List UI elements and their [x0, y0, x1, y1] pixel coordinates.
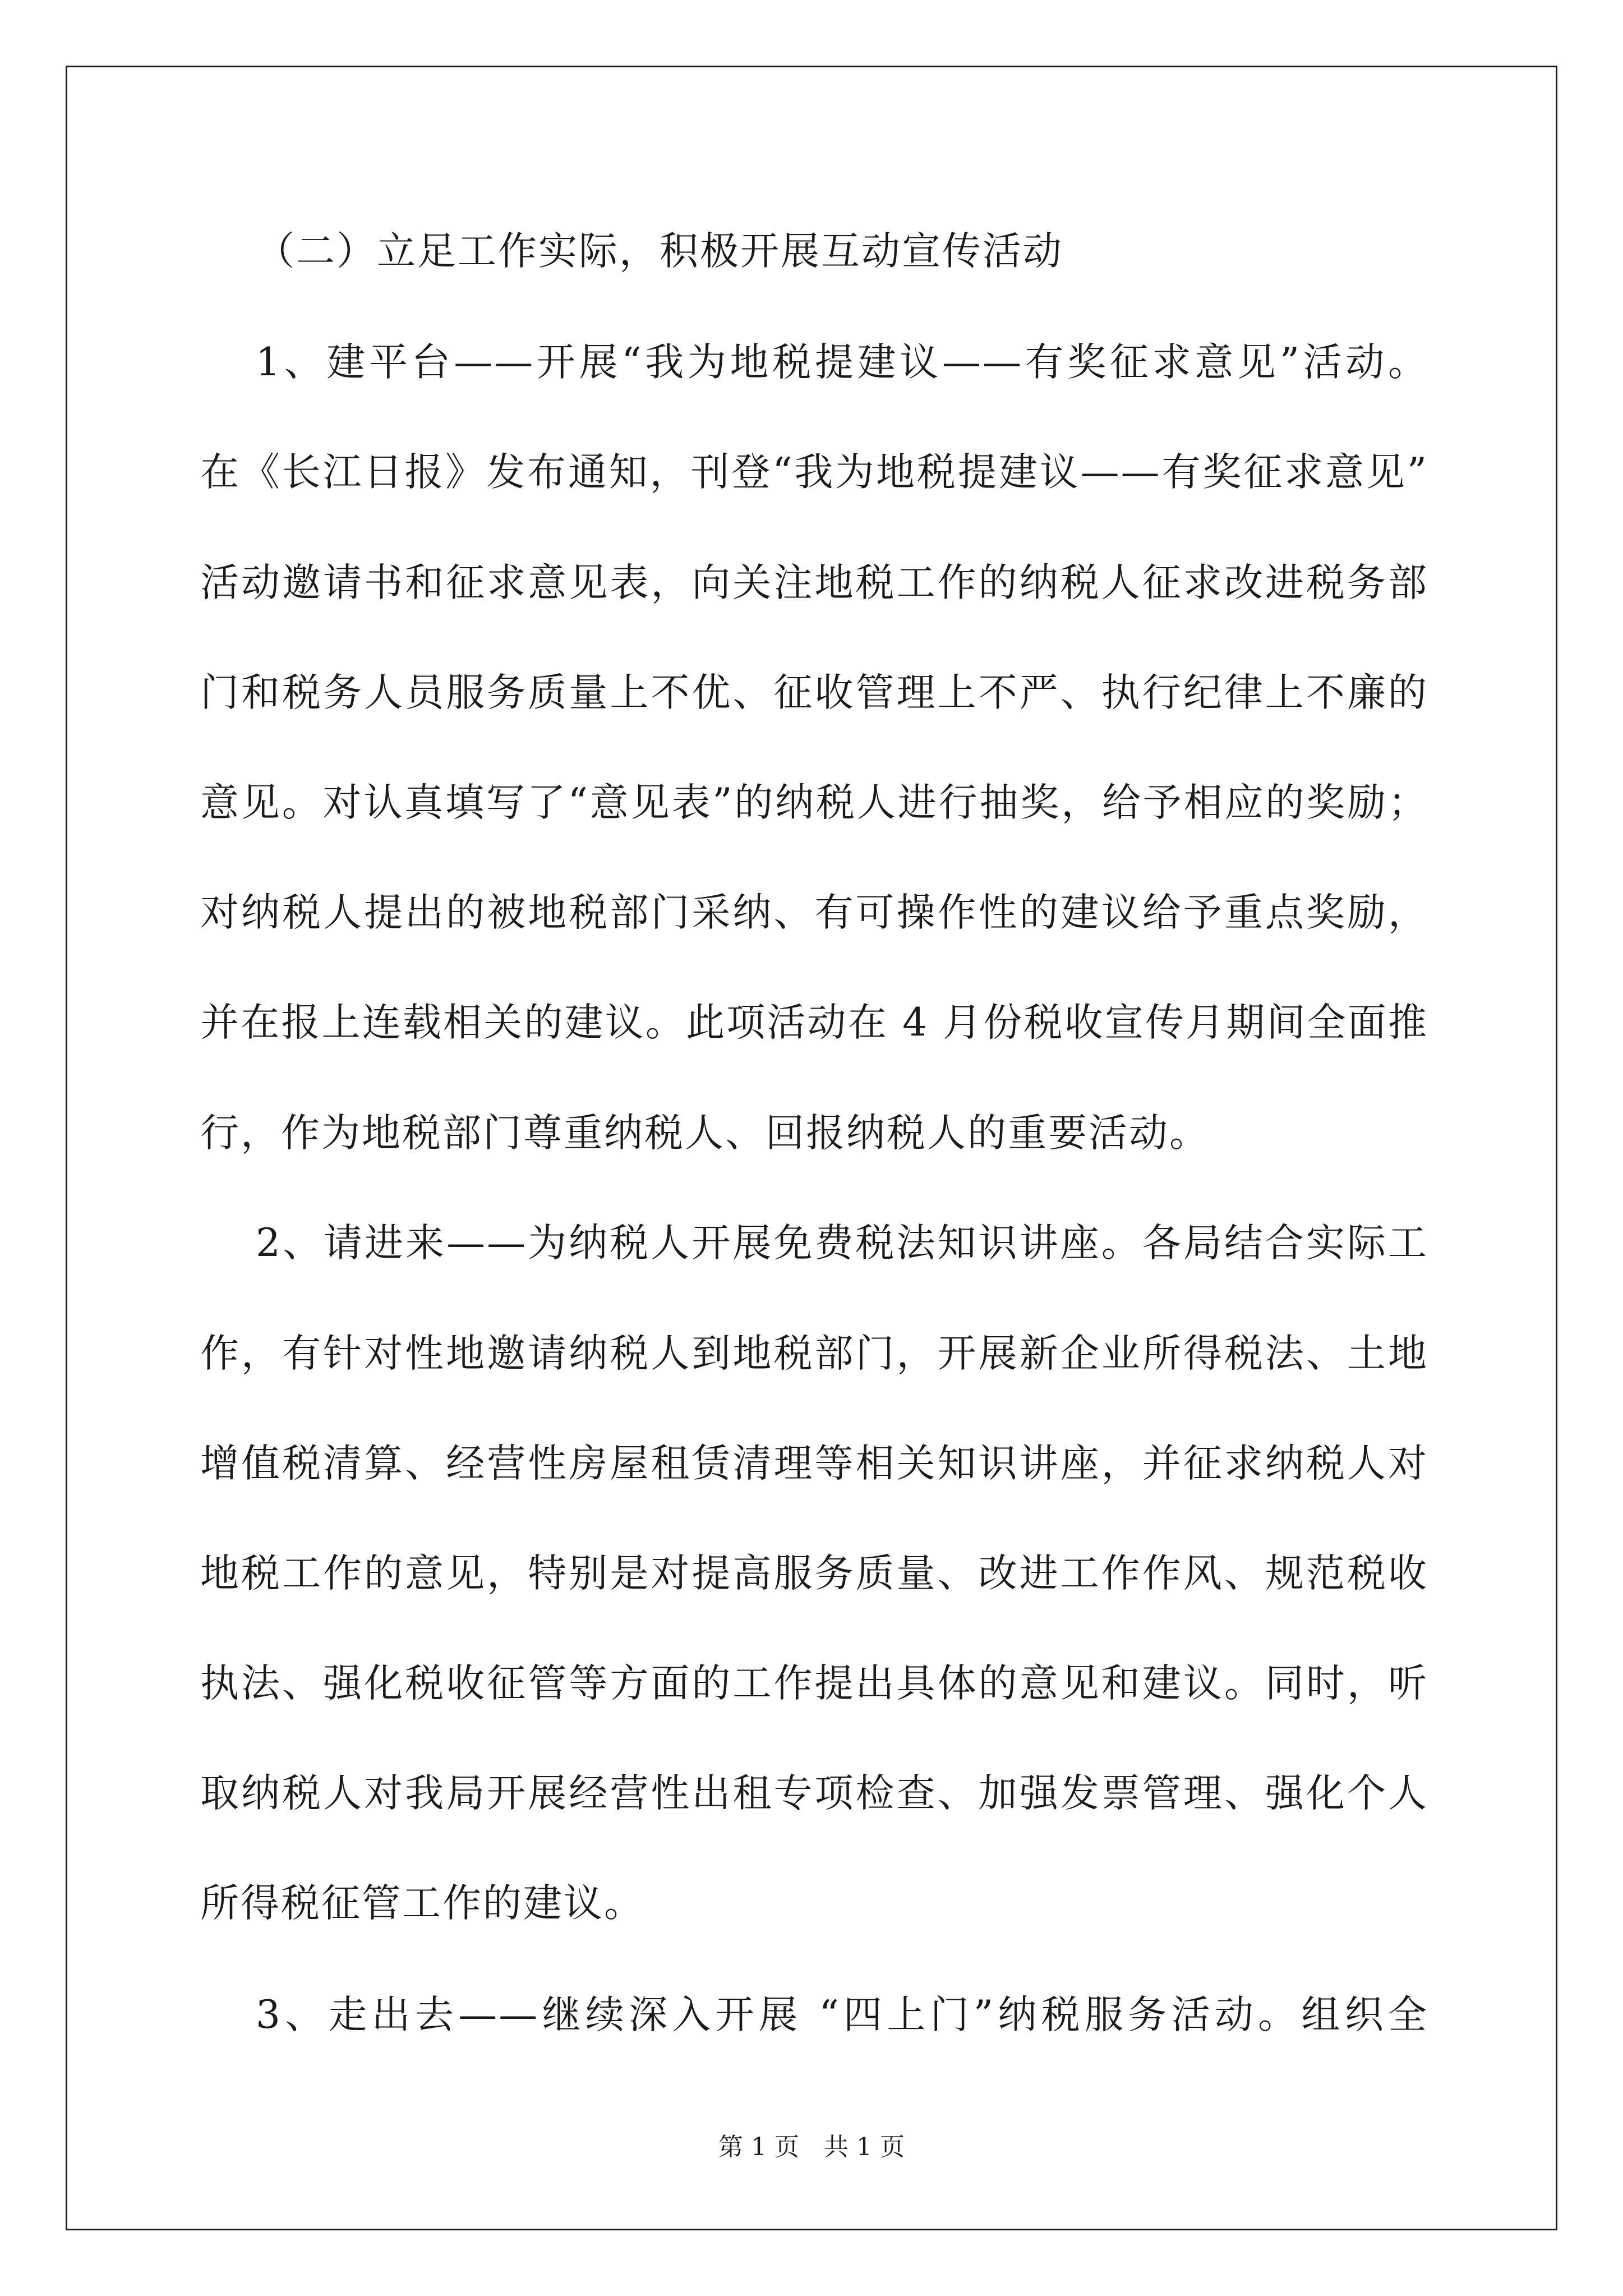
paragraph-line: 对纳税人提出的被地税部门采纳、有可操作性的建议给予重点奖励， — [200, 890, 1428, 935]
paragraph-line: 取纳税人对我局开展经营性出租专项检查、加强发票管理、强化个人 — [200, 1771, 1428, 1816]
paragraph-line: 增值税清算、经营性房屋租赁清理等相关知识讲座，并征求纳税人对 — [200, 1441, 1428, 1486]
paragraph-line: 并在报上连载相关的建议。此项活动在 4 月份税收宣传月期间全面推 — [200, 1000, 1428, 1045]
paragraph-line: 地税工作的意见，特别是对提高服务质量、改进工作作风、规范税收 — [200, 1551, 1428, 1596]
paragraph-line: 在《长江日报》发布通知，刊登“我为地税提建议——有奖征求意见” — [200, 450, 1428, 495]
paragraph-line: 1、建平台——开展“我为地税提建议——有奖征求意见”活动。 — [256, 340, 1428, 385]
paragraph-line: 意见。对认真填写了“意见表”的纳税人进行抽奖，给予相应的奖励； — [200, 780, 1428, 825]
paragraph-line: 3、走出去——继续深入开展 “四上门”纳税服务活动。组织全 — [256, 1993, 1428, 2037]
paragraph-line: 执法、强化税收征管等方面的工作提出具体的意见和建议。同时，听 — [200, 1661, 1428, 1706]
paragraph-line: 门和税务人员服务质量上不优、征收管理上不严、执行纪律上不廉的 — [200, 670, 1428, 715]
paragraph-line: 作，有针对性地邀请纳税人到地税部门，开展新企业所得税法、土地 — [200, 1331, 1428, 1376]
paragraph-line: 2、请进来——为纳税人开展免费税法知识讲座。各局结合实际工 — [256, 1221, 1428, 1266]
paragraph-line: 活动邀请书和征求意见表，向关注地税工作的纳税人征求改进税务部 — [200, 560, 1428, 605]
paragraph-line: 行，作为地税部门尊重纳税人、回报纳税人的重要活动。 — [200, 1111, 1210, 1156]
section-heading: （二）立足工作实际，积极开展互动宣传活动 — [256, 229, 1063, 274]
page-number-footer: 第 1 页 共 1 页 — [718, 2133, 905, 2161]
paragraph-line: 所得税征管工作的建议。 — [200, 1881, 644, 1926]
